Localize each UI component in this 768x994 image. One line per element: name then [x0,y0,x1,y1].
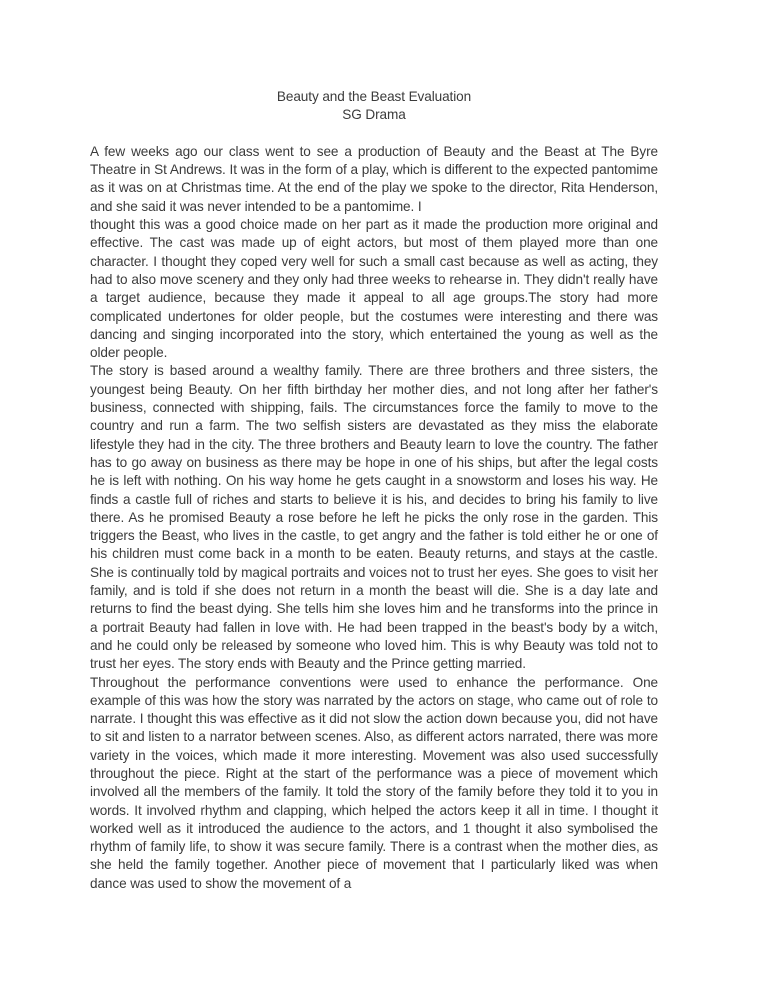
body-paragraph-2: thought this was a good choice made on her part as it made the production more original and effective. The cast was made up of eight actors, but most of them played more than one character. I thought they coped very well for such a small cast because as well as acting, they had to also move scenery and they only had three weeks to rehearse in. They didn't really have a target audience, because they made it appeal to all age groups.The story had more complicated undertones for older people, but the costumes were interesting and there was dancing and singing incorporated into the story, which entertained the young as well as the older people. [90,217,658,361]
document-title: Beauty and the Beast Evaluation [276,89,472,104]
body-paragraph-4: Throughout the performance conventions were used to enhance the performance. One example of this was how the story was narrated by the actors on stage, who came out of role to narrate. I thought this was effective as it did not slow the action down because you, did not have to sit and listen to a narrator between scenes. Also, as different actors narrated, there was more variety in the voices, which made it more interesting. Movement was also used successfully throughout the piece. Right at the start of the performance was a piece of movement which involved all the members of the family. It told the story of the family before they told it to you in words. It involved rhythm and clapping, which helped the actors keep it all in time. I thought it worked well as it introduced the audience to the actors, and 1 thought it also symbolised the rhythm of family life, to show it was secure family. There is a contrast when the mother dies, as she held the family together. Another piece of movement that I particularly liked was when dance was used to show the movement of a [90,674,658,891]
document-body [90,143,658,893]
document-heading [90,88,658,125]
document-subtitle: SG Drama [342,107,406,123]
body-paragraph-3: The story is based around a wealthy family. There are three brothers and three sisters, the youngest being Beauty. On her fifth birthday her mother dies, and not long after her father's business, connected with shipping, fails. The circumstances force the family to move to the country and run a farm. The two selfish sisters are devastated as they miss the elaborate lifestyle they had in the city. The three brothers and Beauty learn to love the country. The father has to go away on business as there may be hope in one of his ships, but after the legal costs he is left with nothing. On his way home he gets caught in a snowstorm and loses his way. He finds a castle full of riches and starts to believe it is his, and decides to bring his family to live there. As he promised Beauty a rose before he left he picks the only rose in the garden. This triggers the Beast, who lives in the castle, to get angry and the father is told either he or one of his children must come back in a month to be eaten. Beauty returns, and stays at the castle. She is continually told by magical portraits and voices not to trust her eyes. She goes to visit her family, and is told if she does not return in a month the beast will die. She is a day late and returns to find the beast dying. She tells him she loves him and he transforms into the prince in a portrait Beauty had fallen in love with. He had been trapped in the beast's body by a witch, and he could only be released by someone who loved him. This is why Beauty was told not to trust her eyes. The story ends with Beauty and the Prince getting married. [90,363,658,672]
body-paragraph-1: A few weeks ago our class went to see a production of Beauty and the Beast at The Byre Theatre in St Andrews. It was in the form of a play, which is different to the expected pantomime as it was on at Christmas time. At the end of the play we spoke to the director, Rita Henderson, and she said it was never intended to be a pantomime. I [90,143,658,214]
document-content [90,88,658,893]
